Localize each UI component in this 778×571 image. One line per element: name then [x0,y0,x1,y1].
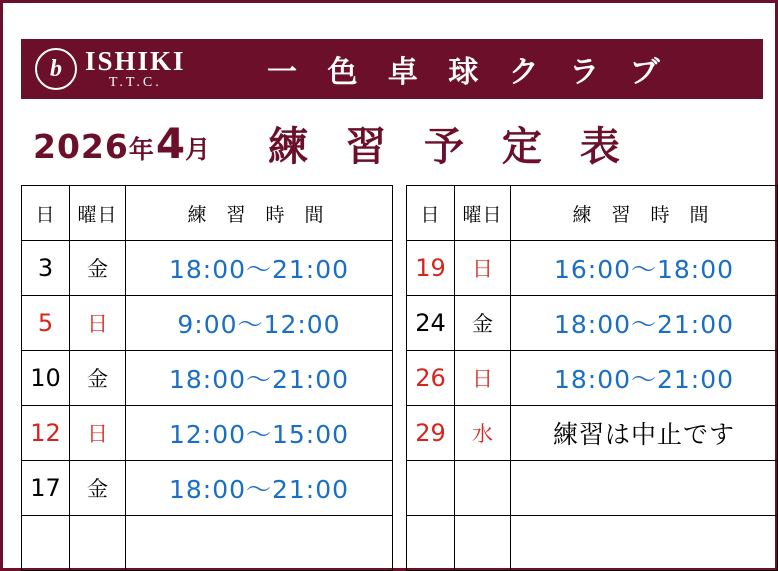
table-row [22,241,778,296]
cell-dow: 日 [455,241,511,296]
cell-day: 12 [22,406,70,461]
cell-day [407,461,455,516]
cell-day [22,516,70,571]
cell-time: 18:00〜21:00 [511,351,778,406]
logo-main-text: ISHIKI [85,46,186,77]
club-name: 一 色 卓 球 ク ラ ブ [267,55,670,90]
cell-day: 24 [407,296,455,351]
column-gap [393,296,407,351]
cell-day: 17 [22,461,70,516]
cell-day: 5 [22,296,70,351]
table-header-row [22,186,778,241]
cell-time [126,516,393,571]
cell-dow: 水 [455,406,511,461]
cell-time [511,516,778,571]
cell-dow: 金 [70,351,126,406]
cell-time: 12:00〜15:00 [126,406,393,461]
column-gap [393,461,407,516]
cell-time: 18:00〜21:00 [126,351,393,406]
cell-time: 9:00〜12:00 [126,296,393,351]
header-band [21,39,763,99]
cell-day: 19 [407,241,455,296]
title-row [21,108,763,178]
cell-day [407,516,455,571]
table-row [22,351,778,406]
table-row [22,461,778,516]
month-suffix: 月 [185,134,211,164]
cell-day: 10 [22,351,70,406]
cell-dow [455,516,511,571]
year-suffix: 年 [128,134,154,164]
logo-circle-icon [35,48,77,90]
column-gap [393,406,407,461]
club-logo [21,47,241,90]
cell-note: 練習は中止です [511,406,778,461]
cell-time [511,461,778,516]
cell-dow: 金 [70,241,126,296]
cell-day: 3 [22,241,70,296]
header-time-left: 練 習 時 間 [126,186,393,241]
cell-time: 18:00〜21:00 [511,296,778,351]
cell-dow [455,461,511,516]
header-day-left: 日 [22,186,70,241]
cell-dow: 日 [455,351,511,406]
logo-initial: b [50,55,62,82]
cell-time: 16:00〜18:00 [511,241,778,296]
table-row [22,516,778,571]
header-time-right: 練 習 時 間 [511,186,778,241]
column-gap [393,186,407,241]
cell-dow: 日 [70,296,126,351]
year-month [21,119,210,168]
year-value: 2026 [33,126,129,166]
logo-wordmark [85,47,186,90]
page-title: 練 習 予 定 表 [268,123,632,170]
cell-dow [70,516,126,571]
cell-time: 18:00〜21:00 [126,241,393,296]
cell-day: 29 [407,406,455,461]
column-gap [393,241,407,296]
table-row [22,406,778,461]
header-day-right: 日 [407,186,455,241]
month-value: 4 [155,118,186,168]
schedule-table [21,185,778,571]
cell-dow: 日 [70,406,126,461]
header-dow-right: 曜日 [455,186,511,241]
header-dow-left: 曜日 [70,186,126,241]
cell-day: 26 [407,351,455,406]
column-gap [393,351,407,406]
cell-time: 18:00〜21:00 [126,461,393,516]
cell-dow: 金 [455,296,511,351]
cell-dow: 金 [70,461,126,516]
column-gap [393,516,407,571]
logo-sub-text: T.T.C. [108,74,162,90]
table-row [22,296,778,351]
